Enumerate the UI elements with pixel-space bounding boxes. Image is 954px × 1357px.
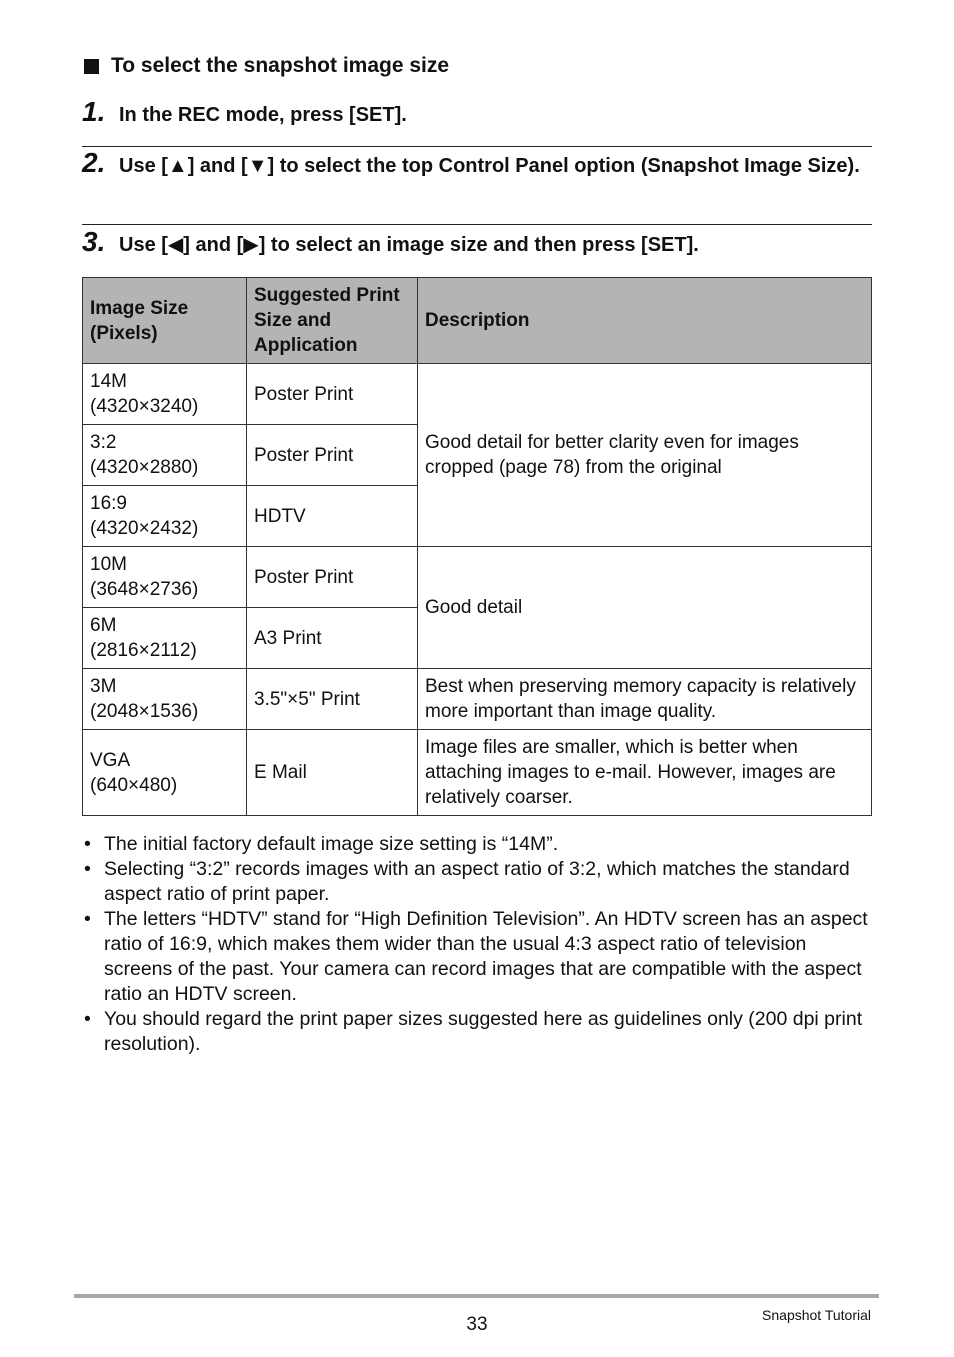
up-arrow-icon: ▲ bbox=[167, 155, 188, 177]
section-heading-text: To select the snapshot image size bbox=[111, 54, 450, 77]
bullet-icon: • bbox=[84, 858, 91, 880]
size-cell: 10M (3648×2736) bbox=[83, 547, 247, 608]
table-row bbox=[83, 547, 872, 608]
step-divider bbox=[82, 146, 872, 147]
size-cell: VGA (640×480) bbox=[83, 730, 247, 816]
list-item: • Selecting “3:2” records images with an aspect ratio of 3:2, which matches the standard aspect ratio of print paper. bbox=[84, 858, 850, 905]
step-3 bbox=[82, 226, 872, 259]
step-divider bbox=[82, 224, 872, 225]
step-1 bbox=[82, 96, 872, 129]
bullet-icon: • bbox=[84, 908, 91, 930]
table-row bbox=[83, 364, 872, 425]
step-number: 3. bbox=[82, 226, 106, 257]
header-description: Description bbox=[418, 278, 872, 364]
print-cell: Poster Print bbox=[247, 364, 418, 425]
description-cell: Image files are smaller, which is better when attaching images to e-mail. However, images are relatively coarser. bbox=[418, 730, 872, 816]
notes-list bbox=[84, 832, 874, 1057]
print-cell: HDTV bbox=[247, 486, 418, 547]
print-cell: Poster Print bbox=[247, 547, 418, 608]
print-cell: 3.5"×5" Print bbox=[247, 669, 418, 730]
size-cell: 3:2 (4320×2880) bbox=[83, 425, 247, 486]
description-cell: Good detail bbox=[418, 547, 872, 669]
step-number: 1. bbox=[82, 96, 106, 127]
list-item: • You should regard the print paper sizes suggested here as guidelines only (200 dpi print resolution). bbox=[84, 1008, 863, 1055]
table-row bbox=[83, 669, 872, 730]
footer-section-label: Snapshot Tutorial bbox=[762, 1307, 871, 1323]
header-print-size: Suggested Print Size and Application bbox=[247, 278, 418, 364]
size-cell: 16:9 (4320×2432) bbox=[83, 486, 247, 547]
print-cell: E Mail bbox=[247, 730, 418, 816]
step-2 bbox=[82, 147, 872, 180]
page-number: 33 bbox=[466, 1314, 488, 1335]
step-text: Use [▲] and [▼] to select the top Control Panel option (Snapshot Image Size). bbox=[119, 155, 860, 177]
print-cell: A3 Print bbox=[247, 608, 418, 669]
size-cell: 6M (2816×2112) bbox=[83, 608, 247, 669]
bullet-icon: • bbox=[84, 1008, 91, 1030]
square-bullet-icon bbox=[84, 59, 99, 74]
list-item: • The initial factory default image size setting is “14M”. bbox=[84, 833, 559, 855]
size-cell: 3M (2048×1536) bbox=[83, 669, 247, 730]
down-arrow-icon: ▼ bbox=[247, 155, 268, 177]
section-heading bbox=[84, 54, 449, 78]
step-text: In the REC mode, press [SET]. bbox=[119, 104, 407, 126]
bullet-icon: • bbox=[84, 833, 91, 855]
description-cell: Good detail for better clarity even for images cropped (page 78) from the original bbox=[418, 364, 872, 547]
header-image-size: Image Size (Pixels) bbox=[83, 278, 247, 364]
list-item: • The letters “HDTV” stand for “High Definition Television”. An HDTV screen has an aspect ratio of 16:9, which makes them wider than the usual 4:3 aspect ratio of television screens of the past. Your camera can record images that are compatible with the aspect ratio an HDTV screen. bbox=[84, 908, 868, 1005]
print-cell: Poster Print bbox=[247, 425, 418, 486]
table-row bbox=[83, 730, 872, 816]
description-cell: Best when preserving memory capacity is relatively more important than image quality. bbox=[418, 669, 872, 730]
right-arrow-icon: ▶ bbox=[243, 234, 259, 256]
footer-divider bbox=[74, 1294, 879, 1298]
size-cell: 14M (4320×3240) bbox=[83, 364, 247, 425]
left-arrow-icon: ◀ bbox=[167, 234, 184, 256]
table-header-row bbox=[83, 278, 872, 364]
step-text: Use [◀] and [▶] to select an image size and then press [SET]. bbox=[119, 234, 699, 256]
image-size-table bbox=[82, 277, 872, 816]
step-number: 2. bbox=[82, 147, 106, 178]
